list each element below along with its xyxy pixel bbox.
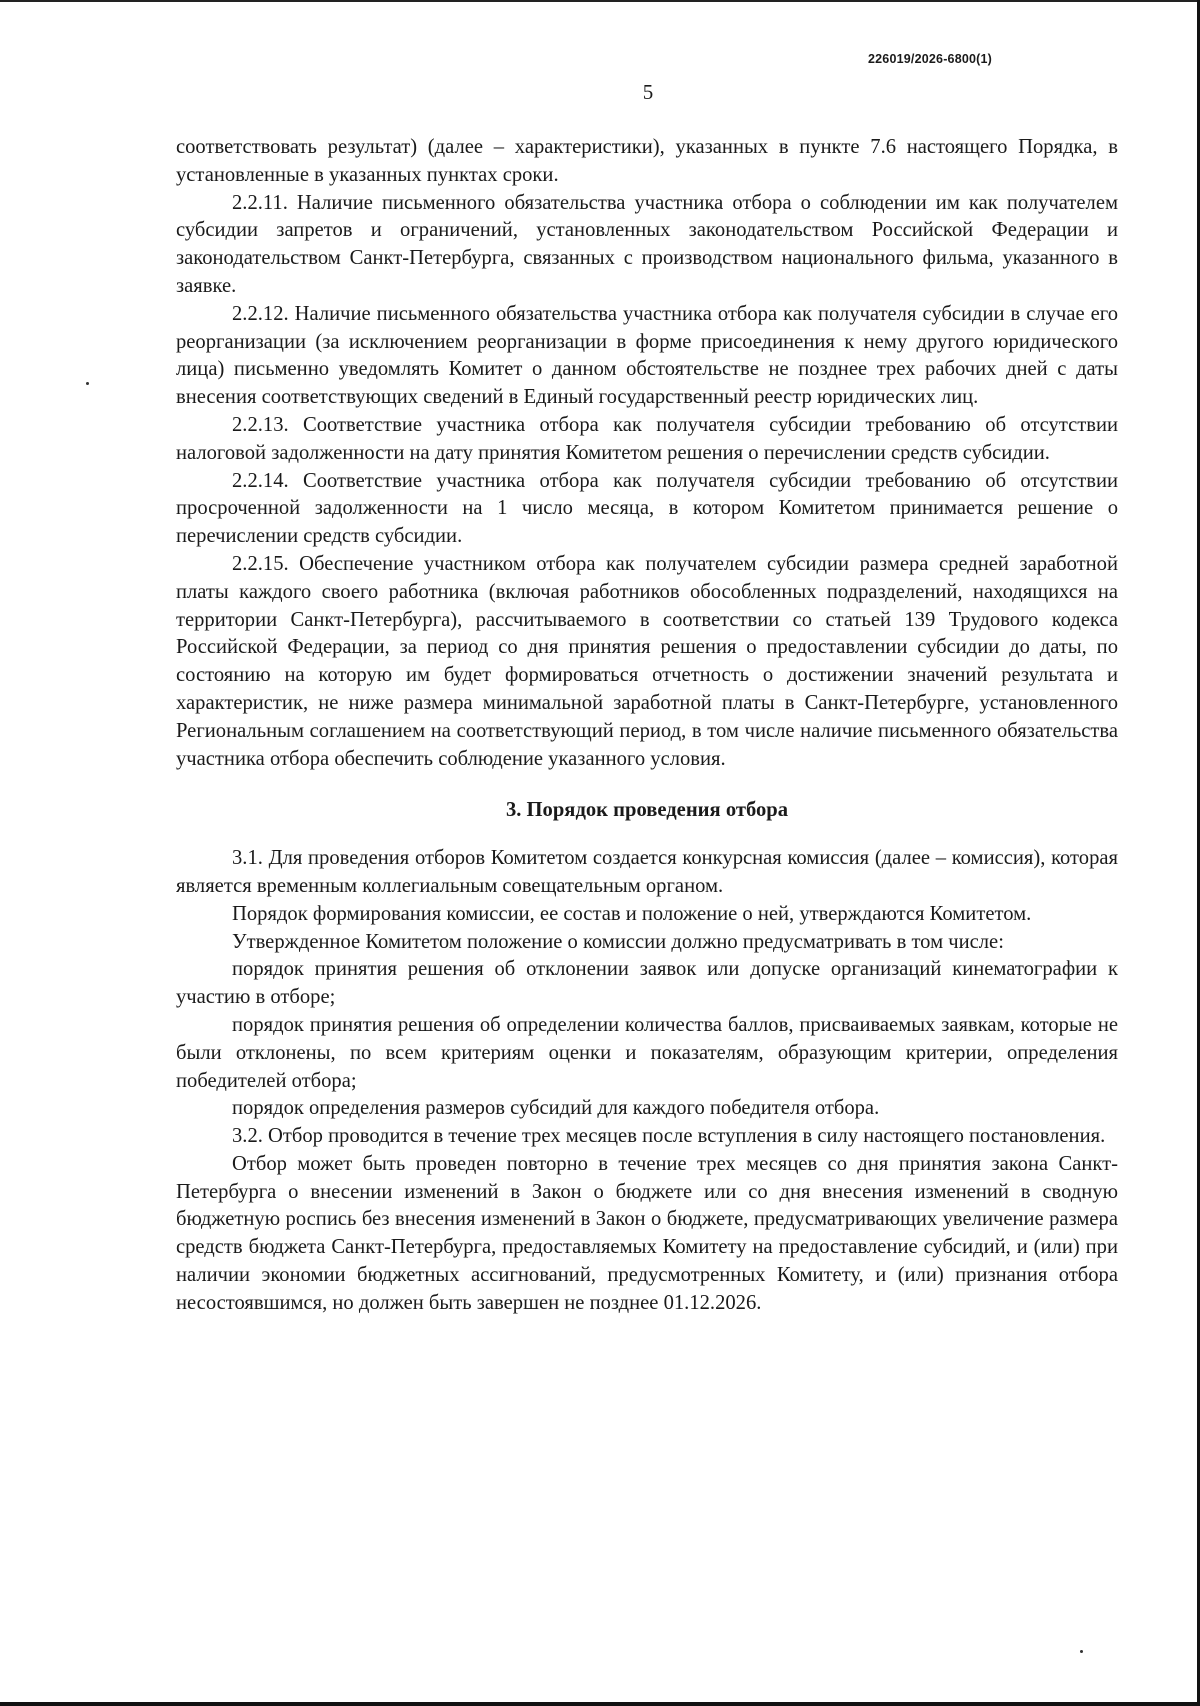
paragraph-2-2-12: 2.2.12. Наличие письменного обязательства участника отбора как получателя субсидии в случае его реорганизации (за исключением реорганизации в форме присоединения к нему другого юридического лица) письменно уведомлять Комитет о данном обстоятельстве не позднее трех рабочих дней с даты внесения соответствующих сведений в Единый государственный реестр юридических лиц. — [176, 302, 1118, 409]
paragraph-3-2: 3.2. Отбор проводится в течение трех месяцев после вступления в силу настоящего постановления. — [232, 1125, 1106, 1148]
section-heading: 3. Порядок проведения отбора — [505, 799, 789, 822]
scan-speck — [1080, 1650, 1083, 1653]
paragraph-3-1: 3.1. Для проведения отборов Комитетом создается конкурсная комиссия (далее – комиссия), которая является временным коллегиальным совещательным органом. — [176, 847, 1118, 897]
paragraph-2-2-15: 2.2.15. Обеспечение участником отбора как получателем субсидии размера средней заработной платы каждого своего работника (включая работников обособленных подразделений, находящихся на территории Санкт-Петербурга), рассчитываемого в соответствии со статьей 139 Трудового кодекса Российской Федерации, за период со дня принятия решения о предоставлении субсидии до даты, по состоянию на которую им будет формироваться отчетность о достижении значений результата и характеристик, не ниже размера минимальной заработной платы в Санкт-Петербурге, установленного Региональным соглашением на соответствующий период, в том числе наличие письменного обязательства участника отбора обеспечить соблюдение указанного условия. — [176, 552, 1118, 770]
paragraph: Отбор может быть проведен повторно в течение трех месяцев со дня принятия закона Санкт-Петербурга о внесении изменений в Закон о бюджете или со дня внесения изменений в сводную бюджетную роспись без внесения изменений в Закон о бюджете, предусматривающих увеличение размера средств бюджета Санкт-Петербурга, предоставляемых Комитету на предоставление субсидий, и (или) при наличии экономии бюджетных ассигнований, предусмотренных Комитету, и (или) признания отбора несостоявшимся, но должен быть завершен не позднее 01.12.2026. — [176, 1152, 1118, 1314]
list-item: порядок определения размеров субсидий для каждого победителя отбора. — [232, 1097, 880, 1120]
list-item: порядок принятия решения об определении количества баллов, присваиваемых заявкам, которые не были отклонены, по всем критериям оценки и показателям, образующим критерии, определения победителей отбора; — [176, 1013, 1118, 1092]
paragraph: Утвержденное Комитетом положение о комиссии должно предусматривать в том числе: — [232, 930, 1004, 953]
paragraph-2-2-13: 2.2.13. Соответствие участника отбора как получателя субсидии требованию об отсутствии налоговой задолженности на дату принятия Комитетом решения о перечислении средств субсидии. — [176, 413, 1118, 464]
paragraph-2-2-11: 2.2.11. Наличие письменного обязательства участника отбора о соблюдении им как получателем субсидии запретов и ограничений, установленных законодательством Российской Федерации и законодательством Санкт-Петербурга, связанных с производством национального фильма, указанного в заявке. — [176, 191, 1118, 297]
document-body — [176, 134, 1118, 1318]
paragraph-2-2-14: 2.2.14. Соответствие участника отбора как получателя субсидии требованию об отсутствии просроченной задолженности на 1 число месяца, в котором Комитетом принимается решение о перечислении средств субсидии. — [176, 469, 1118, 548]
page-number: 5 — [642, 80, 654, 104]
scan-border-bottom — [0, 1702, 1200, 1706]
document-id: 226019/2026-6800(1) — [868, 52, 993, 66]
scan-speck — [86, 382, 89, 385]
scan-border-top — [0, 0, 1200, 2]
paragraph: соответствовать результат) (далее – характеристики), указанных в пункте 7.6 настоящего Порядка, в установленные в указанных пунктах сроки. — [176, 136, 1118, 186]
list-item: порядок принятия решения об отклонении заявок или допуске организаций кинематографии к участию в отборе; — [176, 958, 1118, 1009]
paragraph: Порядок формирования комиссии, ее состав и положение о ней, утверждаются Комитетом. — [232, 902, 1032, 925]
